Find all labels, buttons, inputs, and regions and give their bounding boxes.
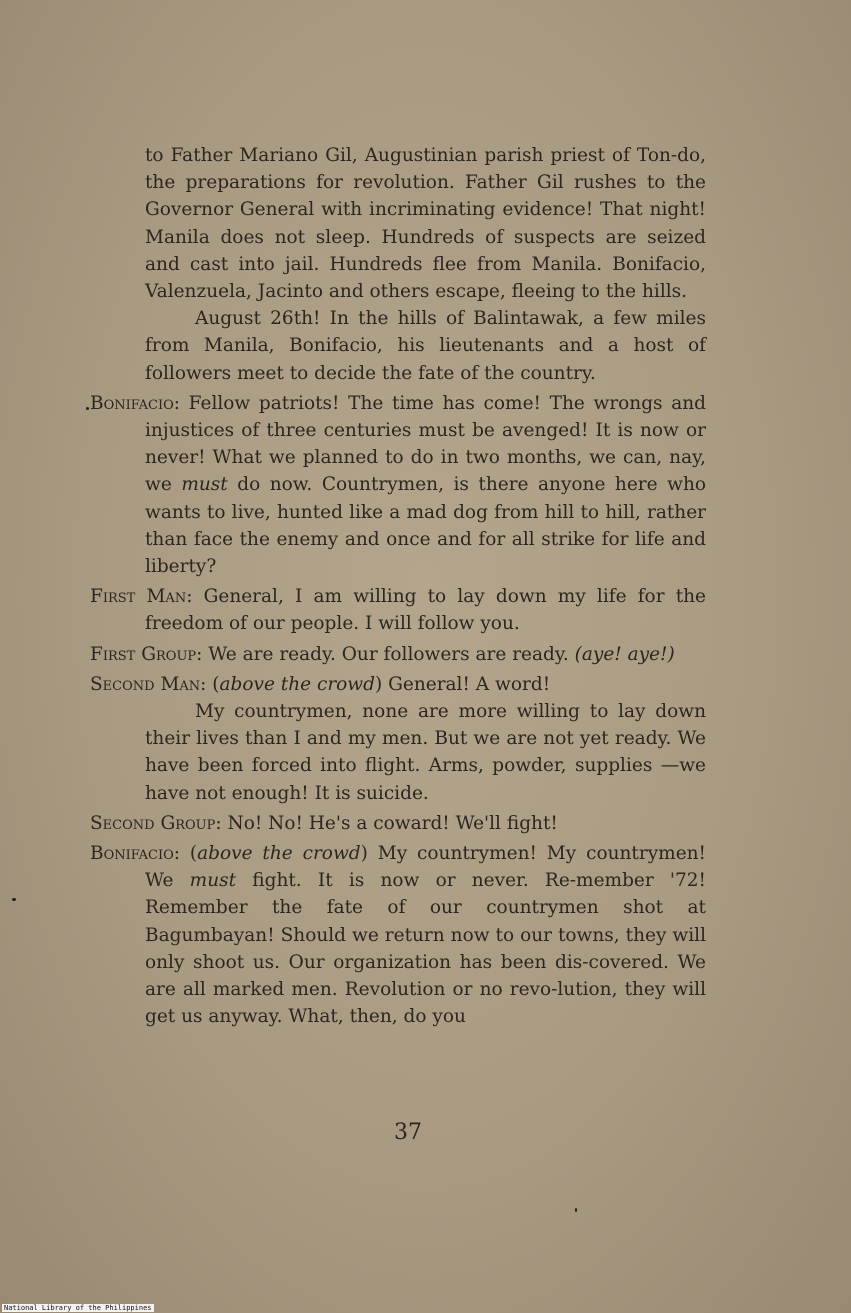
italic-text: above the crowd <box>197 843 361 865</box>
text-segment: ( <box>212 673 220 695</box>
italic-text: must <box>181 474 228 496</box>
dust-speck <box>86 407 89 410</box>
text-segment: Fellow patriots! The time has come! The wrongs and injustices of three centuries must be avenged! It is now or never! What we planned to do in two months, we can, nay, we <box>145 392 706 496</box>
dialogue-line <box>90 390 706 580</box>
text-segment: ( <box>189 843 198 865</box>
dialogue-line <box>90 671 706 698</box>
speaker-name: Bonifacio: <box>90 843 181 865</box>
italic-text: must <box>189 870 237 892</box>
italic-text: above the crowd <box>219 673 375 695</box>
speaker-name: Bonifacio: <box>90 392 181 414</box>
text-segment: General, I am willing to lay down my life for the freedom of our people. I will follow you. <box>145 586 706 635</box>
text-segment: fight. It is now or never. Re-member '72! Remember the fate of our countrymen shot at Bagumbayan! Should we return now to our towns, they will only shoot us. Our organization has been dis-covered. We are all marked men. Revolution or no revo-lution, they will get us anyway. What, then, do you <box>145 870 706 1028</box>
text-segment: August 26th! In the hills of Balintawak, a few miles from Manila, Bonifacio, his lieutenants and a host of followers meet to decide the fate of the country. <box>145 308 706 384</box>
text-segment: We are ready. Our followers are ready. <box>208 643 575 665</box>
narration-paragraph <box>90 305 706 387</box>
dialogue-line <box>90 583 706 637</box>
text-segment: ) My countrymen! My countrymen! We <box>145 843 706 892</box>
speaker-name: Second Group: <box>90 812 222 834</box>
text-segment: to Father Mariano Gil, Augustinian parish priest of Ton-do, the preparations for revolution. Father Gil rushes to the Governor General with incriminating evidence! That night! Manila does not sleep. Hundreds of suspects are seized and cast into jail. Hundreds flee from Manila. Bonifacio, Valenzuela, Jacinto and others escape, fleeing to the hills. <box>145 145 706 303</box>
text-segment: ) General! A word! <box>375 673 551 695</box>
dialogue-continuation <box>90 698 706 807</box>
speaker-name: Second Man: <box>90 673 207 695</box>
dust-speck <box>575 1208 577 1212</box>
page-number: 37 <box>394 1120 422 1145</box>
text-segment: do now. Countrymen, is there anyone here who wants to live, hunted like a mad dog from hill to hill, rather than face the enemy and once and for all strike for life and liberty? <box>145 474 706 578</box>
italic-text: (aye! aye!) <box>574 643 675 665</box>
text-segment: My countrymen, none are more willing to lay down their lives than I and my men. But we are not yet ready. We have been forced into flight. Arms, powder, supplies —we have not enough! It is suicide. <box>145 701 706 804</box>
footer-credit: National Library of the Philippines <box>4 1304 152 1312</box>
narration-paragraph <box>90 142 706 305</box>
dust-speck <box>12 898 16 901</box>
page-text <box>90 142 706 1031</box>
dialogue-line <box>90 840 706 1030</box>
speaker-name: First Group: <box>90 643 203 665</box>
dialogue-line <box>90 641 706 668</box>
dialogue-line <box>90 810 706 837</box>
speaker-name: First Man: <box>90 586 193 608</box>
text-segment: No! No! He's a coward! We'll fight! <box>227 812 558 834</box>
